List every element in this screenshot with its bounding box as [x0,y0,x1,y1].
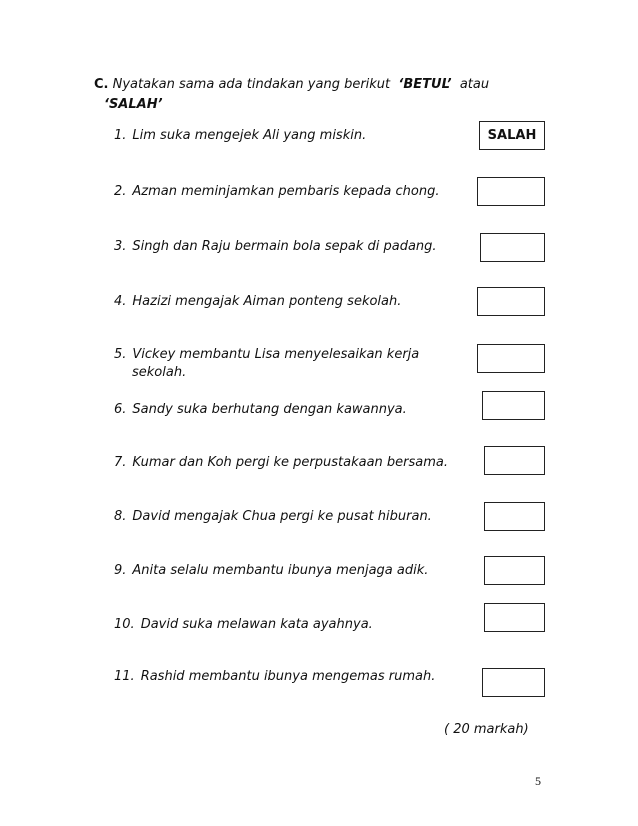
question-number: 5. [114,347,127,362]
question-text: Vickey membantu Lisa menyelesaikan kerja [132,347,420,362]
question-number: 6. [114,402,127,417]
question-number: 7. [114,455,127,470]
section-label: C. [94,77,109,92]
question-number: 3. [114,239,127,254]
page-number: 5 [535,774,541,788]
answer-box-11[interactable] [482,668,545,697]
question-8 [114,508,432,526]
question-text: Lim suka mengejek Ali yang miskin. [132,128,367,143]
question-2 [114,183,439,201]
instruction-text: Nyatakan sama ada tindakan yang berikut [112,77,391,92]
question-10 [114,616,373,634]
instruction [94,75,554,115]
question-11 [114,668,435,686]
question-text: Anita selalu membantu ibunya menjaga adik. [132,563,429,578]
question-number: 8. [114,509,127,524]
question-number: 2. [114,184,127,199]
question-number: 1. [114,128,127,143]
question-number: 9. [114,563,127,578]
answer-box-4[interactable] [477,287,545,316]
answer-box-7[interactable] [484,446,545,475]
question-text: Kumar dan Koh pergi ke perpustakaan bersama. [132,455,449,470]
question-text: Rashid membantu ibunya mengemas rumah. [140,669,436,684]
question-5 [114,346,419,382]
question-3 [114,238,437,256]
answer-box-9[interactable] [484,556,545,585]
question-number: 11. [114,669,135,684]
question-number: 4. [114,294,127,309]
question-text-continued: sekolah. [132,365,187,380]
question-text: Sandy suka berhutang dengan kawannya. [132,402,407,417]
instruction-atau: atau [459,77,490,92]
answer-box-10[interactable] [484,603,545,632]
answer-box-2[interactable] [477,177,545,206]
question-7 [114,454,448,472]
question-number: 10. [114,617,135,632]
total-marks: ( 20 markah) [444,722,529,737]
answer-box-3[interactable] [480,233,545,262]
question-1 [114,127,366,145]
question-text: David mengajak Chua pergi ke pusat hiburan. [132,509,432,524]
answer-box-8[interactable] [484,502,545,531]
answer-box-5[interactable] [477,344,545,373]
question-4 [114,293,401,311]
answer-box-1[interactable]: SALAH [479,121,545,150]
question-6 [114,401,407,419]
answer-box-6[interactable] [482,391,545,420]
keyword-betul: ‘BETUL’ [398,77,452,92]
question-text: David suka melawan kata ayahnya. [140,617,373,632]
question-9 [114,562,428,580]
question-text: Azman meminjamkan pembaris kepada chong. [132,184,440,199]
question-text: Hazizi mengajak Aiman ponteng sekolah. [132,294,402,309]
question-text: Singh dan Raju bermain bola sepak di padang. [132,239,437,254]
keyword-salah: ‘SALAH’ [104,97,163,112]
